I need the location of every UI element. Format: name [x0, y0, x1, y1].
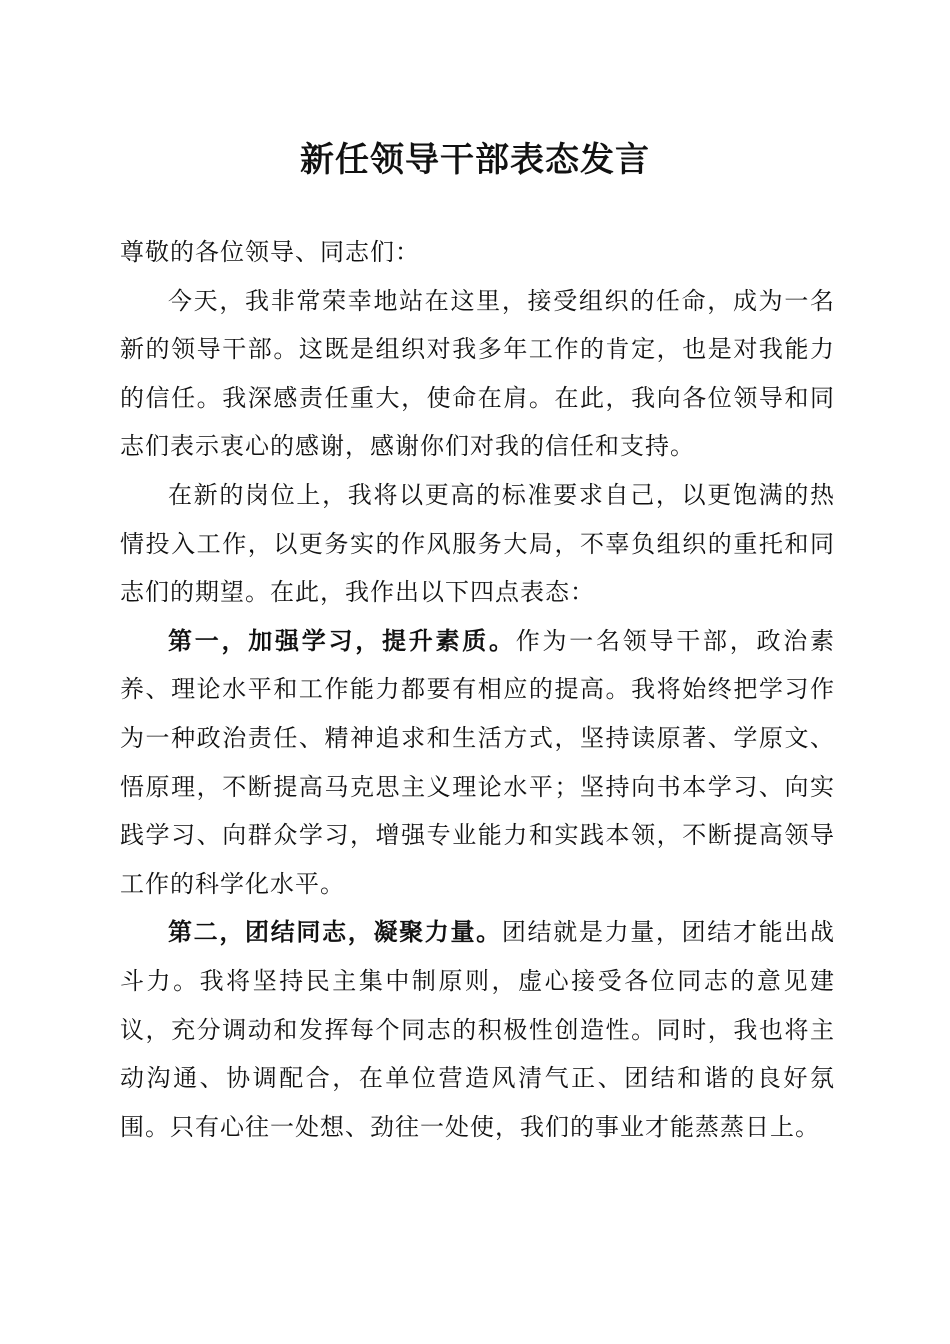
- paragraph-point-one: [120, 617, 835, 909]
- paragraph-commitment-intro: [120, 471, 835, 617]
- document-title: 新任领导干部表态发言: [300, 140, 650, 180]
- paragraph-opening: [120, 277, 835, 471]
- paragraph-text: 团结就是力量，团结才能出战斗力。我将坚持民主集中制原则，虚心接受各位同志的意见建议，充分调动和发挥每个同志的积极性创造性。同时，我也将主动沟通、协调配合，在单位营造风清气正、团结和谐的良好氛围。只有心往一处想、劲往一处使，我们的事业才能蒸蒸日上。: [120, 918, 836, 1141]
- paragraph-lead: 第一，加强学习，提升素质。: [168, 625, 516, 655]
- document-body: [120, 228, 835, 1151]
- salutation: 尊敬的各位领导、同志们：: [120, 238, 420, 266]
- paragraph-point-two: [120, 908, 835, 1151]
- paragraph-lead: 第二，团结同志，凝聚力量。: [168, 917, 502, 947]
- paragraph-text: 今天，我非常荣幸地站在这里，接受组织的任命，成为一名新的领导干部。这既是组织对我多年工作的肯定，也是对我能力的信任。我深感责任重大，使命在肩。在此，我向各位领导和同志们表示衷心的感谢，感谢你们对我的信任和支持。: [120, 286, 835, 461]
- paragraph-text: 在新的岗位上，我将以更高的标准要求自己，以更饱满的热情投入工作，以更务实的作风服务大局，不辜负组织的重托和同志们的期望。在此，我作出以下四点表态：: [120, 480, 835, 607]
- paragraph-text: 作为一名领导干部，政治素养、理论水平和工作能力都要有相应的提高。我将始终把学习作为一种政治责任、精神追求和生活方式，坚持读原著、学原文、悟原理，不断提高马克思主义理论水平；坚持向书本学习、向实践学习、向群众学习，增强专业能力和实践本领，不断提高领导工作的科学化水平。: [120, 626, 835, 898]
